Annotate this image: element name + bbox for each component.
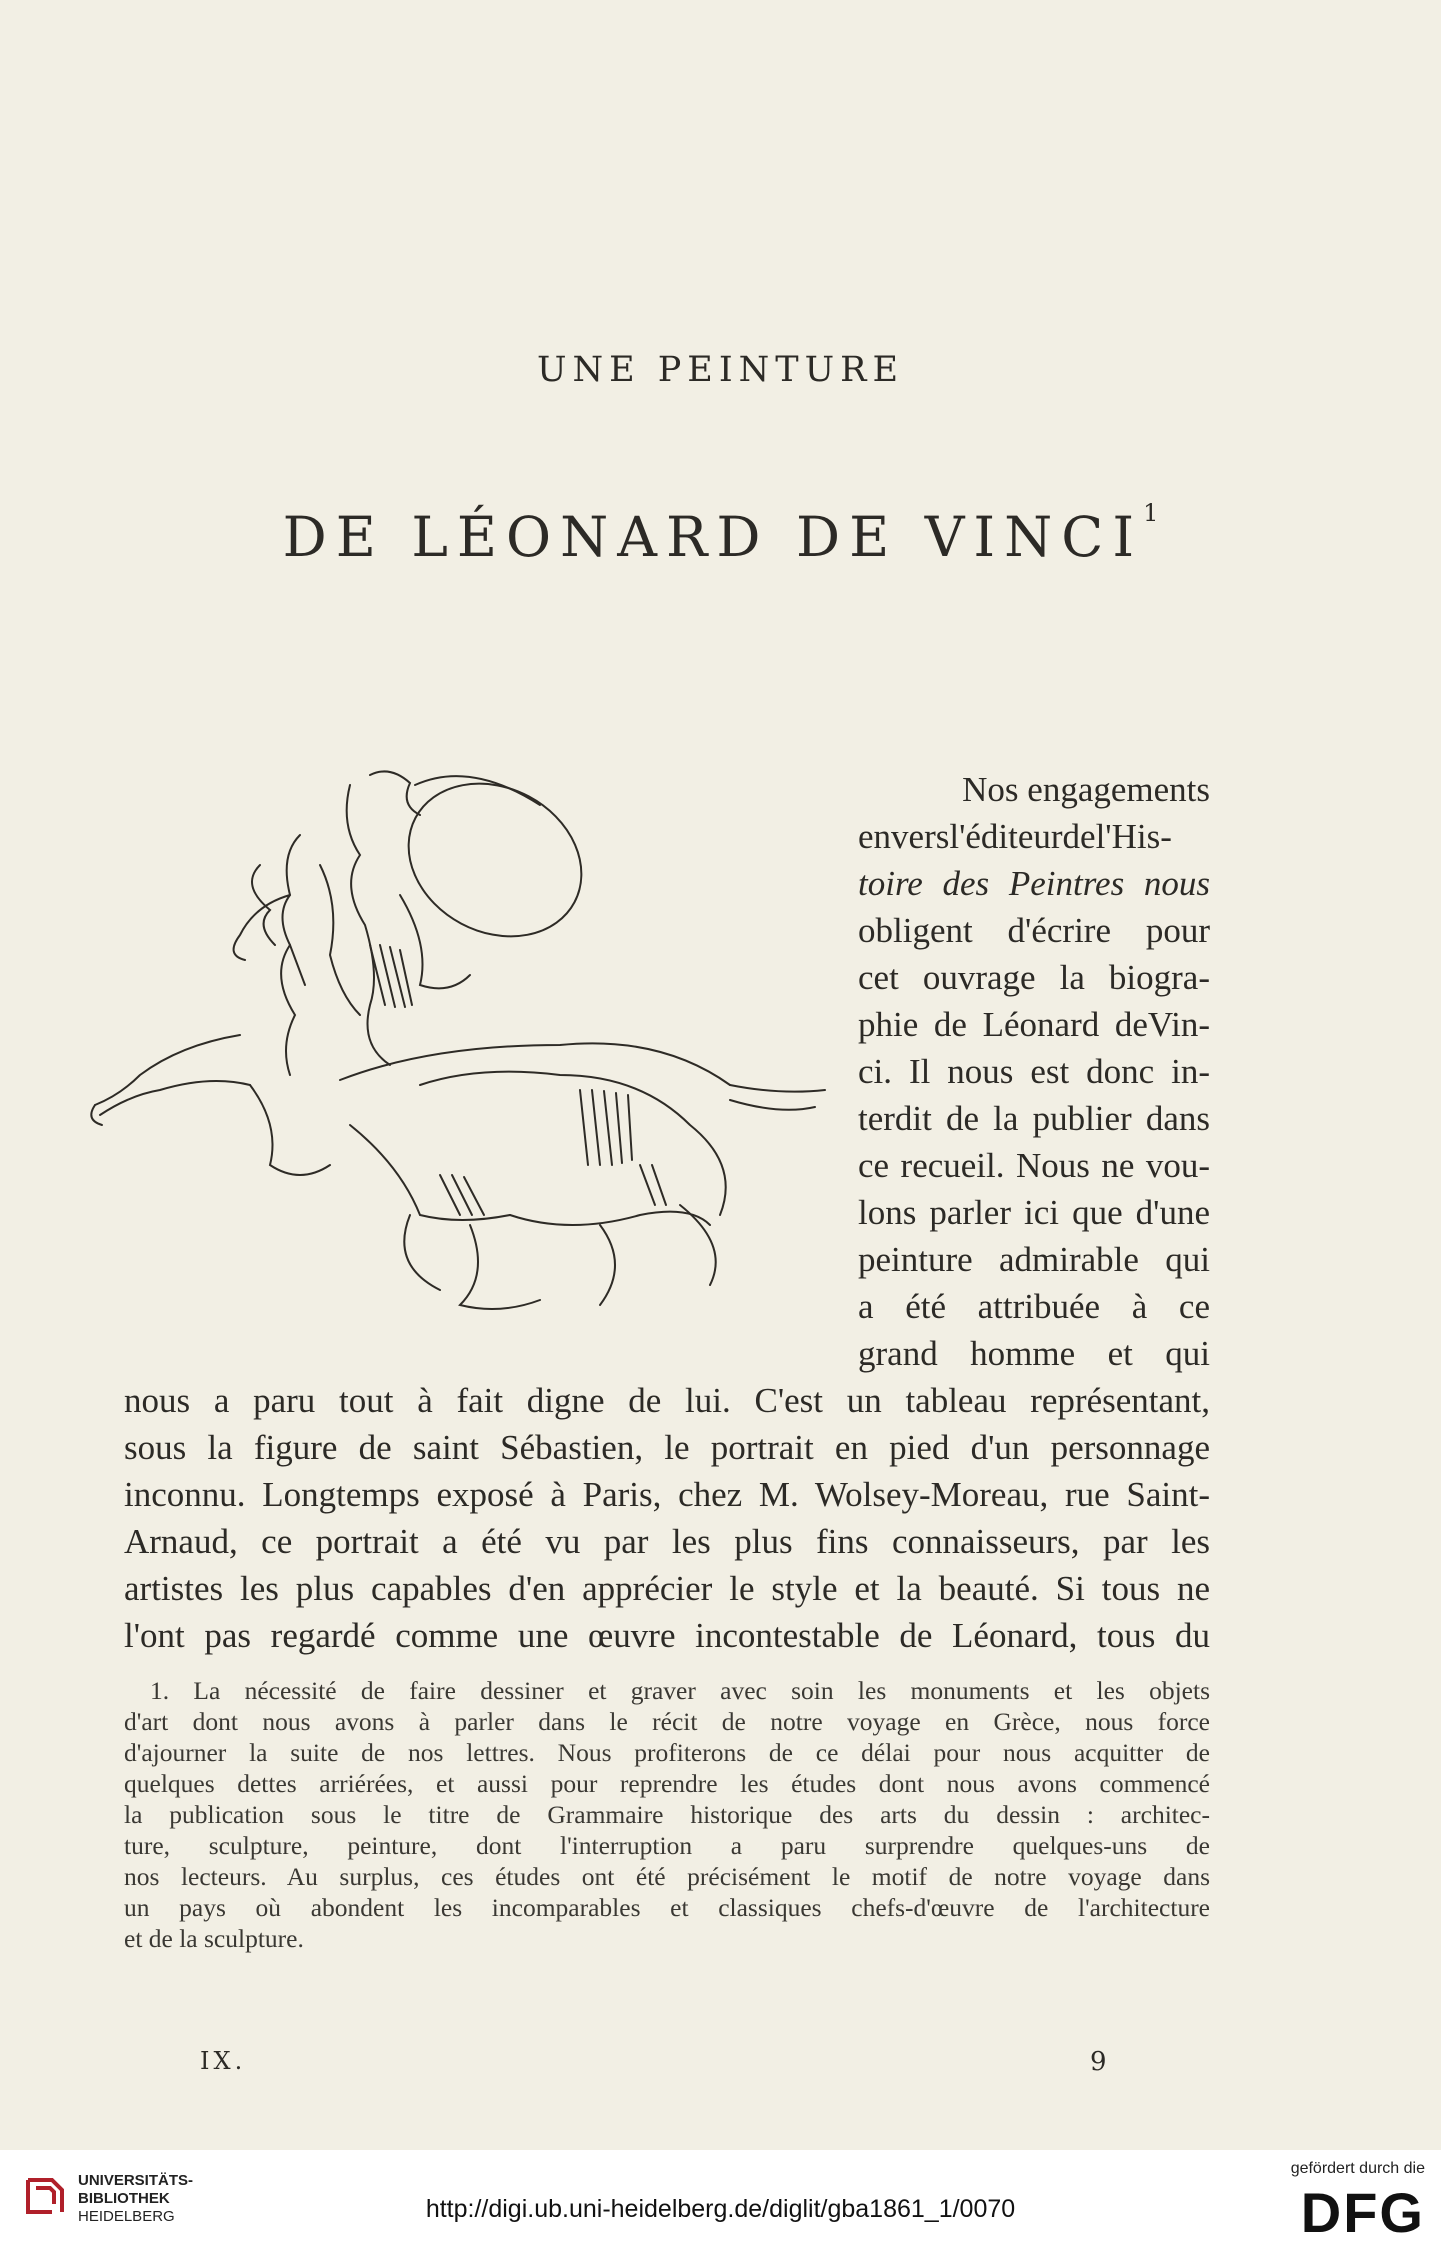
footnote-line: d'ajourner la suite de nos lettres. Nous profiterons de ce délai pour nous acquitter de	[124, 1738, 1210, 1767]
text-line: phie de Léonard deVin-	[858, 1005, 1210, 1044]
text-line: sous la figure de saint Sébastien, le portrait en pied d'un personnage	[124, 1428, 1210, 1467]
text-line: l'ont pas regardé comme une œuvre incontestable de Léonard, tous du	[124, 1616, 1210, 1655]
footnote-line: et de la sculpture.	[124, 1924, 304, 1953]
footnote-line: 1. La nécessité de faire dessiner et graver avec soin les monuments et les objets	[150, 1676, 1210, 1705]
page-number: 9	[1090, 2047, 1107, 2077]
library-name-line: BIBLIOTHEK	[78, 2190, 170, 2207]
footnote-line: un pays où abondent les incomparables et classiques chefs-d'œuvre de l'architecture	[124, 1893, 1210, 1922]
horse-and-rider-sketch	[40, 745, 840, 1345]
text-line: peinture admirable qui	[858, 1240, 1210, 1279]
footnote-line: la publication sous le titre de Grammaire historique des arts du dessin : architec-	[124, 1800, 1210, 1829]
text-line: artistes les plus capables d'en apprécier le style et la beauté. Si tous ne	[124, 1569, 1210, 1608]
text-line: a été attribuée à ce	[858, 1287, 1210, 1326]
footnote-line: d'art dont nous avons à parler dans le récit de notre voyage en Grèce, nous force	[124, 1707, 1210, 1736]
footnote-line: ture, sculpture, peinture, dont l'interruption a paru surprendre quelques-uns de	[124, 1831, 1210, 1860]
text-line: terdit de la publier dans	[858, 1099, 1210, 1138]
library-name-line: UNIVERSITÄTS-	[78, 2172, 194, 2189]
text-line: lons parler ici que d'une	[858, 1193, 1210, 1232]
article-title	[0, 499, 1441, 569]
text-line: Arnaud, ce portrait a été vu par les plus fins connaisseurs, par les	[124, 1522, 1210, 1561]
library-name-line: HEIDELBERG	[78, 2208, 175, 2225]
signature-mark: IX.	[200, 2047, 247, 2075]
text-line: ci. Il nous est donc in-	[858, 1052, 1210, 1091]
footnote-line: quelques dettes arriérées, et aussi pour reprendre les études dont nous avons commencé	[124, 1769, 1210, 1798]
footnote-marker: 1	[1143, 499, 1159, 527]
title-line-1: UNE PEINTURE	[536, 350, 905, 390]
article-title-text: DE LÉONARD DE VINCI	[282, 505, 1144, 569]
text-line: enversl'éditeurdel'His-	[858, 817, 1172, 856]
text-line: nous a paru tout à fait digne de lui. C'est un tableau représentant,	[124, 1381, 1210, 1420]
text-line: obligent d'écrire pour	[858, 911, 1210, 950]
document-url-link[interactable]: http://digi.ub.uni-heidelberg.de/diglit/gba1861_1/0070	[425, 2195, 1016, 2223]
text-line: Nos engagements	[962, 770, 1210, 809]
text-line: toire des Peintres nous	[858, 864, 1210, 903]
text-line: grand homme et qui	[858, 1334, 1210, 1373]
footnote-line: nos lecteurs. Au surplus, ces études ont été précisément le motif de notre voyage dans	[124, 1862, 1210, 1891]
shield-outline	[382, 754, 609, 966]
text-line: cet ouvrage la biogra-	[858, 958, 1210, 997]
text-line: inconnu. Longtemps exposé à Paris, chez M. Wolsey-Moreau, rue Saint-	[124, 1475, 1210, 1514]
text-line: ce recueil. Nous ne vou-	[858, 1146, 1210, 1185]
funding-caption: gefördert durch die	[1290, 2160, 1425, 2177]
dfg-logo: DFG	[1300, 2181, 1425, 2244]
